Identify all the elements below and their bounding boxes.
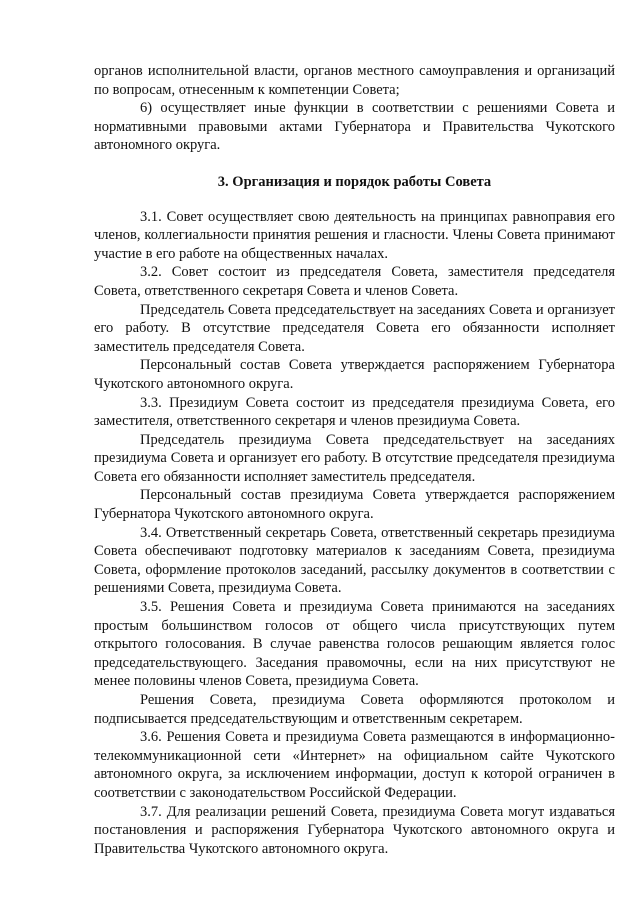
- paragraph-chairman: Председатель Совета председательствует на заседаниях Совета и организует его работу. В отсутствие председателя Совета его обязанности исполняет заместитель председателя Совета.: [94, 301, 615, 355]
- section-title: 3. Организация и порядок работы Совета: [217, 173, 492, 190]
- paragraph-item-6: 6) осуществляет иные функции в соответствии с решениями Совета и нормативными правовыми актами Губернатора и Правительства Чукотского автономного округа.: [94, 100, 615, 154]
- paragraph-council-composition: Персональный состав Совета утверждается распоряжением Губернатора Чукотского автономного округа.: [94, 357, 615, 392]
- paragraph-presidium-composition: Персональный состав президиума Совета утверждается распоряжением Губернатора Чукотского автономного округа.: [94, 487, 615, 523]
- paragraph-3-7: 3.7. Для реализации решений Совета, президиума Совета могут издаваться постановления и распоряжения Губернатора Чукотского автономного округа и Правительства Чукотского автономного округа.: [94, 803, 615, 857]
- paragraph-3-5: 3.5. Решения Совета и президиума Совета принимаются на заседаниях простым большинством голосов от общего числа присутствующих путем открытого голосования. В случае равенства голосов решающим является голос председательствующего. Заседания правомочны, если на них присутствуют не менее половины членов Совета, президиума Совета.: [94, 599, 615, 690]
- paragraph-3-2: 3.2. Совет состоит из председателя Совета, заместителя председателя Совета, ответственного секретаря Совета и членов Совета.: [94, 264, 615, 299]
- paragraph-3-1: 3.1. Совет осуществляет свою деятельность на принципах равноправия его членов, коллегиальности принятия решения и гласности. Члены Совета принимают участие в его работе на общественных началах.: [94, 208, 615, 262]
- paragraph-decisions-protocol: Решения Совета, президиума Совета оформляются протоколом и подписывается председательствующим и ответственным секретарем.: [94, 692, 615, 727]
- paragraph-continuation: органов исполнительной власти, органов местного самоуправления и организаций по вопросам, отнесенным к компетенции Совета;: [94, 63, 615, 98]
- paragraph-3-3: 3.3. Президиум Совета состоит из председателя президиума Совета, его заместителя, ответственного секретаря и членов президиума Совета.: [94, 394, 615, 430]
- paragraph-3-4: 3.4. Ответственный секретарь Совета, ответственный секретарь президиума Совета обеспечивают подготовку материалов к заседаниям Совета, президиума Совета, оформление протоколов заседаний, рассылку документов в соответствии с решениями Совета, президиума Совета.: [94, 524, 615, 597]
- paragraph-3-6: 3.6. Решения Совета и президиума Совета размещаются в информационно-телекоммуникационной сети «Интернет» на официальном сайте Чукотского автономного округа, за исключением информации, доступ к которой ограничен в соответствии с законодательством Российской Федерации.: [94, 729, 615, 801]
- paragraph-presidium-chairman: Председатель президиума Совета председательствует на заседаниях президиума Совета и организует его работу. В отсутствие председателя президиума Совета его обязанности исполняет заместитель председателя.: [94, 431, 615, 485]
- document-page: [94, 62, 615, 858]
